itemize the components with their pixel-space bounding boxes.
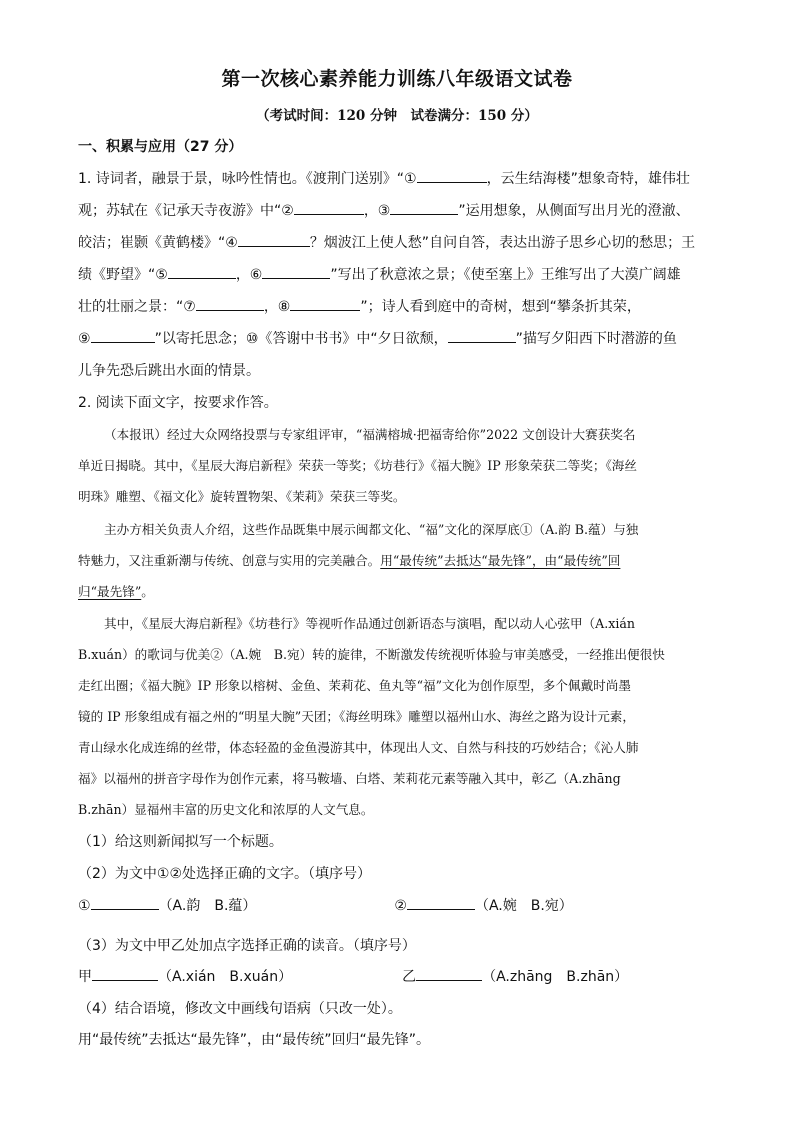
answer-blank[interactable] xyxy=(91,328,155,343)
answer-label: 甲 xyxy=(78,969,92,985)
answer-options: （A.zhāng B.zhān） xyxy=(482,969,629,985)
q1-text: ，③ xyxy=(363,203,391,219)
passage-line: 主办方相关负责人介绍，这些作品既集中展示闽都文化、“福”文化的深厚底①（A.韵 B.蕴）与独 xyxy=(104,522,639,537)
sentence-to-revise: 用“最传统”去抵达“最先锋”，由“最传统”回归“最先锋”。 xyxy=(78,1032,431,1048)
answer-blank[interactable] xyxy=(417,168,487,183)
answer-blank[interactable] xyxy=(91,895,159,910)
q1-line-5 xyxy=(78,296,641,316)
passage-line: B.zhān）显福州丰富的历史文化和浓厚的人文气息。 xyxy=(78,802,374,817)
passage-line: 走红出圈；《福大腕》IP 形象以榕树、金鱼、茉莉花、鱼丸等“福”文化为创作原型，多个佩戴时尚墨 xyxy=(78,678,631,693)
sub-question-2: （2）为文中①②处选择正确的文字。（填序号） xyxy=(78,866,372,882)
sub-question-4: （4）结合语境，修改文中画线句语病（只改一处）。 xyxy=(78,1001,402,1017)
q1-line-1 xyxy=(78,168,690,188)
q1-text: 壮的壮丽之景：“⑦ xyxy=(78,299,196,315)
passage-line: （本报讯）经过大众网络投票与专家组评审，“福满榕城·把福寄给你”2022 文创设计大赛获奖名 xyxy=(104,427,636,442)
q1-line-4 xyxy=(78,264,681,284)
answer-blank[interactable] xyxy=(168,264,236,279)
answer-blank[interactable] xyxy=(416,966,482,981)
answer-label: ② xyxy=(394,898,407,914)
q1-text: 1. 诗词者，融景于景，咏吟性情也。《渡荆门送别》“① xyxy=(78,171,417,187)
q1-text: ”写出了秋意浓之景；《使至塞上》王维写出了大漠广阔雄 xyxy=(330,267,681,283)
answer-label: ① xyxy=(78,898,91,914)
passage-line: 单近日揭晓。其中，《星辰大海启新程》荣获一等奖；《坊巷行》《福大腕》IP 形象荣获二等奖；《海丝 xyxy=(78,458,637,473)
passage-line: 其中，《星辰大海启新程》《坊巷行》等视听作品通过创新语态与演唱，配以动人心弦甲（A.xián xyxy=(104,616,635,631)
passage-line: 明珠》雕塑、《福文化》旋转置物架、《茉莉》荣获三等奖。 xyxy=(78,489,406,504)
q1-text: ⑨ xyxy=(78,331,91,347)
underlined-sentence: 用“最传统”去抵达“最先锋”，由“最传统”回 xyxy=(380,553,621,568)
answer-blank[interactable] xyxy=(390,200,458,215)
passage-line: B.xuán）的歌词与优美②（A.婉 B.宛）转的旋律，不断激发传统视听体验与审美感受，一经推出便很快 xyxy=(78,647,665,662)
q1-text: ”运用想象，从侧面写出月光的澄澈、 xyxy=(458,203,690,219)
q1-text: ”；诗人看到庭中的奇树，想到“攀条折其荣， xyxy=(360,299,641,315)
answer-options: （A.韵 B.蕴） xyxy=(158,898,257,914)
answer-blank[interactable] xyxy=(262,264,330,279)
passage-text: 。 xyxy=(141,584,154,599)
q1-text: ”描写夕阳西下时潜游的鱼 xyxy=(515,331,677,347)
answer-label: 乙 xyxy=(402,969,417,985)
passage-text: 特魅力，又注重新潮与传统、创意与实用的完美融合。 xyxy=(78,553,381,568)
answer-options: （A.xián B.xuán） xyxy=(158,969,293,985)
sub-question-2-answers xyxy=(78,895,573,915)
answer-blank[interactable] xyxy=(92,966,158,981)
q1-text: ”以寄托思念；⑩《答谢中书书》中“夕日欲颓， xyxy=(154,331,448,347)
q1-line-3 xyxy=(78,232,695,252)
q1-line-6 xyxy=(78,328,677,348)
q1-text: ？烟波江上使人愁”自问自答，表达出游子思乡心切的愁思；王 xyxy=(309,235,696,251)
passage-line: 青山绿水化成连绵的丝带，体态轻盈的金鱼漫游其中，体现出人文、自然与科技的巧妙结合；《沁人肺 xyxy=(78,740,639,755)
q1-text: ，⑥ xyxy=(235,267,263,283)
q2-intro: 2. 阅读下面文字，按要求作答。 xyxy=(78,395,278,411)
q1-line-2 xyxy=(78,200,690,220)
passage-line xyxy=(78,581,154,600)
sub-question-3-answers xyxy=(78,966,628,986)
answer-blank[interactable] xyxy=(407,895,475,910)
answer-blank[interactable] xyxy=(238,232,310,247)
answer-blank[interactable] xyxy=(294,200,364,215)
q1-text: 皎洁；崔颢《黄鹤楼》“④ xyxy=(78,235,238,251)
q1-text: ，云生结海楼”想象奇特，雄伟壮 xyxy=(486,171,690,187)
answer-blank[interactable] xyxy=(448,328,516,343)
passage-line: 福》以福州的拼音字母作为创作元素，将马鞍墙、白塔、茉莉花元素等融入其中，彰乙（A.zhāng xyxy=(78,771,621,786)
answer-blank[interactable] xyxy=(196,296,264,311)
underlined-sentence: 归“最先锋” xyxy=(78,584,142,599)
answer-blank[interactable] xyxy=(290,296,360,311)
section-heading: 一、积累与应用（27 分） xyxy=(78,139,243,155)
answer-options: （A.婉 B.宛） xyxy=(474,898,573,914)
page-title: 第一次核心素养能力训练八年级语文试卷 xyxy=(221,68,573,90)
sub-question-3: （3）为文中甲乙处加点字选择正确的读音。（填序号） xyxy=(78,938,416,954)
q1-line-7: 儿争先恐后跳出水面的情景。 xyxy=(78,363,260,379)
q1-text: ，⑧ xyxy=(263,299,291,315)
q1-text: 观；苏轼在《记承天寺夜游》中“② xyxy=(78,203,294,219)
passage-line xyxy=(78,550,620,569)
exam-info: （考试时间：120 分钟 试卷满分：150 分） xyxy=(256,108,538,124)
q1-text: 绩《野望》“⑤ xyxy=(78,267,168,283)
sub-question-1: （1）给这则新闻拟写一个标题。 xyxy=(78,834,283,850)
passage-line: 镜的 IP 形象组成有福之州的“明星大腕”天团；《海丝明珠》雕塑以福州山水、海丝之路为设计元素， xyxy=(78,709,635,724)
